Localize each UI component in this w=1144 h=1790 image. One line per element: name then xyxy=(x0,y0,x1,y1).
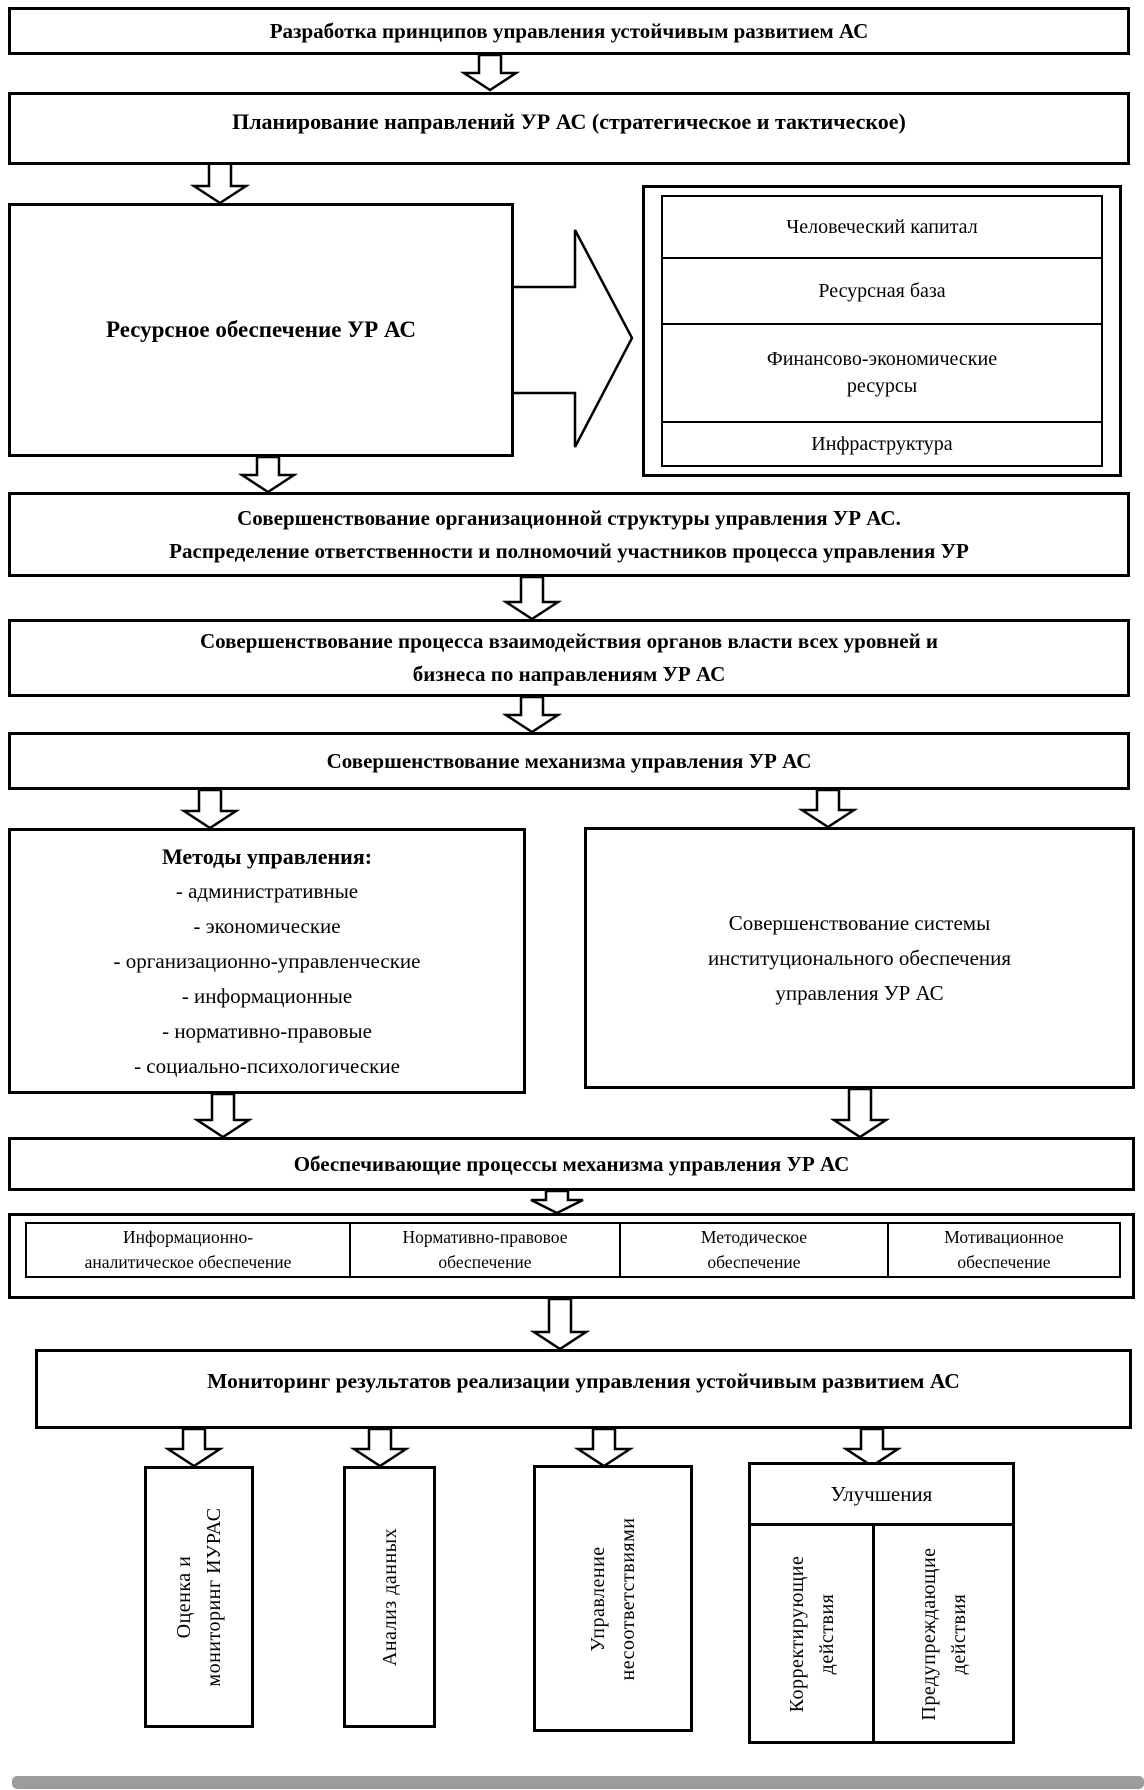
resource-item: Инфраструктура xyxy=(811,432,953,455)
planning-label: Планирование направлений УР АС (стратегическое и тактическое) xyxy=(232,108,906,134)
methods-item: - информационные xyxy=(181,983,353,1008)
mechanism-box xyxy=(8,732,1130,790)
down-arrow-icon xyxy=(534,1299,586,1349)
supporting-items-row xyxy=(25,1222,1121,1278)
methods-item: - организационно-управленческие xyxy=(113,948,421,973)
corrective-actions-box: Корректирующие действия xyxy=(751,1526,875,1741)
down-arrow-icon xyxy=(197,1094,249,1137)
supporting-processes-label: Обеспечивающие процессы механизма управления УР АС xyxy=(293,1151,850,1176)
methods-item: - социально-психологические xyxy=(134,1053,400,1078)
planning-box xyxy=(8,92,1130,165)
org-structure-box: Совершенствование организационной структуры управления УР АС. Распределение ответственности и полномочий участников процесса управления УР xyxy=(8,492,1130,577)
resource-list-container xyxy=(642,185,1122,477)
down-arrow-icon xyxy=(168,1429,220,1466)
interaction-box: Совершенствование процесса взаимодействия органов власти всех уровней и бизнеса по направлениям УР АС xyxy=(8,619,1130,697)
resource-list xyxy=(661,195,1103,467)
resource-support-label: Ресурсное обеспечение УР АС xyxy=(105,317,417,342)
down-arrow-icon xyxy=(531,1191,583,1213)
down-arrow-icon xyxy=(578,1429,630,1466)
assessment-monitoring-box: Оценка и мониторинг ИУРАС xyxy=(144,1466,254,1728)
supporting-item: Мотивационное обеспечение xyxy=(944,1227,1064,1272)
bottom-gray-bar xyxy=(12,1776,1144,1789)
methods-title: Методы управления: xyxy=(161,843,373,869)
develop-principles-label: Разработка принципов управления устойчивым развитием АС xyxy=(269,18,869,43)
down-arrow-icon xyxy=(242,457,294,492)
monitoring-label: Мониторинг результатов реализации управления устойчивым развитием АС xyxy=(207,1368,960,1393)
develop-principles-box xyxy=(8,7,1130,55)
down-arrow-icon xyxy=(184,790,236,828)
supporting-processes-box xyxy=(8,1137,1135,1191)
resource-item: Ресурсная база xyxy=(663,259,1101,325)
improvements-box xyxy=(748,1462,1015,1744)
down-arrow-icon xyxy=(506,577,558,619)
supporting-item: Нормативно-правовое обеспечение xyxy=(351,1224,621,1276)
resource-item: Человеческий капитал xyxy=(663,197,1101,259)
improvements-title: Улучшения xyxy=(751,1465,1012,1526)
preventive-actions-box: Предупреждающие действия xyxy=(917,1546,970,1721)
down-arrow-icon xyxy=(506,697,558,732)
down-arrow-icon xyxy=(834,1089,886,1137)
right-arrow-icon xyxy=(512,230,632,447)
institutional-support-box: Совершенствование системы институционального обеспечения управления УР АС xyxy=(584,827,1135,1089)
supporting-item: Информационно- аналитическое обеспечение xyxy=(27,1224,351,1276)
mechanism-label: Совершенствование механизма управления УР АС xyxy=(326,748,812,773)
methods-item: - нормативно-правовые xyxy=(162,1018,372,1043)
down-arrow-icon xyxy=(846,1429,898,1466)
data-analysis-box: Анализ данных xyxy=(343,1466,436,1728)
nonconformity-management-box: Управление несоответствиями xyxy=(533,1465,693,1732)
methods-item: - экономические xyxy=(193,913,341,938)
resource-item: Финансово-экономические ресурсы xyxy=(663,325,1101,423)
down-arrow-icon xyxy=(802,790,854,827)
down-arrow-icon xyxy=(194,163,246,203)
methods-item: - административные xyxy=(175,878,359,903)
down-arrow-icon xyxy=(354,1429,406,1466)
supporting-item: Методическое обеспечение xyxy=(621,1224,889,1276)
management-methods-box xyxy=(8,828,526,1094)
down-arrow-icon xyxy=(464,55,516,90)
resource-support-box xyxy=(8,203,514,457)
monitoring-box xyxy=(35,1349,1132,1429)
